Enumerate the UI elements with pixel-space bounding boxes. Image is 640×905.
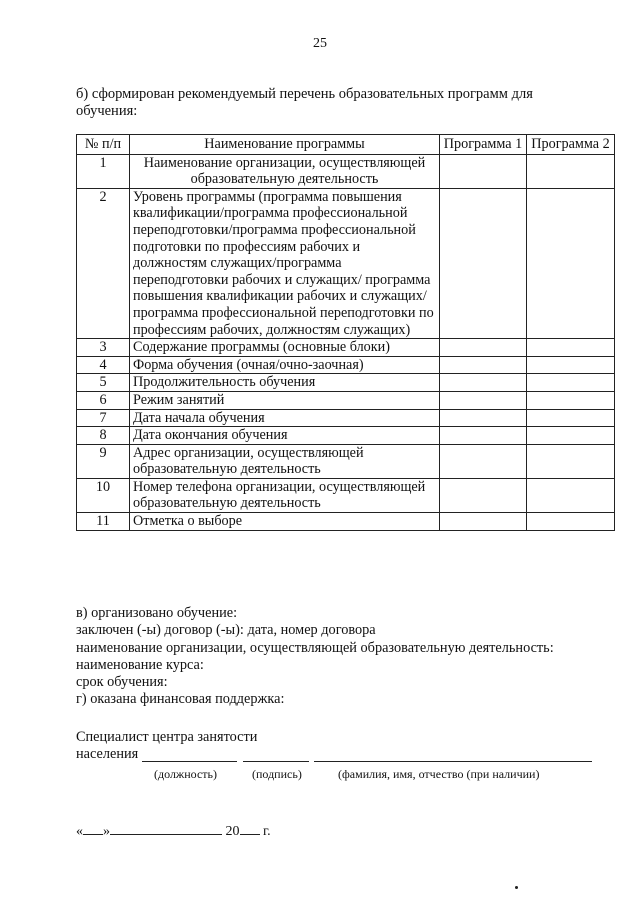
program-2-cell[interactable] <box>527 391 615 409</box>
program-1-cell[interactable] <box>440 391 527 409</box>
row-num: 10 <box>77 478 130 512</box>
program-2-cell[interactable] <box>527 188 615 338</box>
program-2-cell[interactable] <box>527 339 615 357</box>
program-1-cell[interactable] <box>440 427 527 445</box>
programs-table <box>76 134 615 531</box>
page-number: 25 <box>313 36 327 51</box>
signature-title: Специалист центра занятости <box>76 729 258 745</box>
row-num: 11 <box>77 513 130 531</box>
program-1-cell[interactable] <box>440 444 527 478</box>
row-name: Уровень программы (программа повышения квалификации/программа профессиональной переподготовки/программа профессиональной подготовки по профессиям рабочих и должностям служащих/программа переподготовки рабочих и служащих/ программа повышения квалификации рабочих и служащих/программа профессиональной переподготовки по профессиям рабочих, должностям служащих) <box>130 188 440 338</box>
table-row <box>77 409 615 427</box>
row-name: Продолжительность обучения <box>130 374 440 392</box>
table-row <box>77 513 615 531</box>
caption-full-name: (фамилия, имя, отчество (при наличии) <box>338 767 540 781</box>
year-field[interactable] <box>240 822 260 835</box>
program-1-cell[interactable] <box>440 409 527 427</box>
program-1-cell[interactable] <box>440 356 527 374</box>
row-name: Дата начала обучения <box>130 409 440 427</box>
program-2-cell[interactable] <box>527 409 615 427</box>
contract-line: заключен (-ы) договор (-ы): дата, номер договора <box>76 622 376 639</box>
row-num: 1 <box>77 154 130 188</box>
row-name: Наименование организации, осуществляющей образовательную деятельность <box>130 154 440 188</box>
table-row <box>77 339 615 357</box>
table-header-row <box>77 135 615 155</box>
program-2-cell[interactable] <box>527 427 615 445</box>
row-num: 3 <box>77 339 130 357</box>
header-name: Наименование программы <box>130 135 440 155</box>
program-2-cell[interactable] <box>527 513 615 531</box>
row-name: Номер телефона организации, осуществляющей образовательную деятельность <box>130 478 440 512</box>
header-num: № п/п <box>77 135 130 155</box>
row-num: 7 <box>77 409 130 427</box>
caption-signature: (подпись) <box>252 767 302 781</box>
table-row <box>77 391 615 409</box>
table-row <box>77 154 615 188</box>
row-num: 9 <box>77 444 130 478</box>
year-prefix: 20 <box>225 824 240 839</box>
date-close-quote: » <box>103 824 110 839</box>
course-line: наименование курса: <box>76 656 204 673</box>
program-1-cell[interactable] <box>440 154 527 188</box>
signature-block <box>76 729 616 784</box>
org-name-line: наименование организации, осуществляющей образовательную деятельность: <box>76 639 554 656</box>
day-field[interactable] <box>83 822 103 835</box>
table-row <box>77 444 615 478</box>
row-num: 2 <box>77 188 130 338</box>
header-program-1: Программа 1 <box>440 135 527 155</box>
row-num: 5 <box>77 374 130 392</box>
signature-row <box>76 746 616 766</box>
row-name: Содержание программы (основные блоки) <box>130 339 440 357</box>
table-row <box>77 188 615 338</box>
header-program-2: Программа 2 <box>527 135 615 155</box>
table-row <box>77 374 615 392</box>
year-suffix: г. <box>263 824 271 839</box>
program-1-cell[interactable] <box>440 478 527 512</box>
row-num: 6 <box>77 391 130 409</box>
position-line[interactable] <box>142 760 237 762</box>
program-2-cell[interactable] <box>527 444 615 478</box>
row-name: Дата окончания обучения <box>130 427 440 445</box>
row-name: Отметка о выборе <box>130 513 440 531</box>
row-num: 4 <box>77 356 130 374</box>
full-name-line[interactable] <box>314 760 592 762</box>
program-1-cell[interactable] <box>440 513 527 531</box>
row-name: Режим занятий <box>130 391 440 409</box>
program-2-cell[interactable] <box>527 478 615 512</box>
date-open-quote: « <box>76 824 83 839</box>
table-row <box>77 427 615 445</box>
support-line: г) оказана финансовая поддержка: <box>76 691 285 708</box>
row-name: Адрес организации, осуществляющей образовательную деятельность <box>130 444 440 478</box>
signature-line[interactable] <box>243 760 309 762</box>
program-2-cell[interactable] <box>527 154 615 188</box>
date-line <box>76 822 271 840</box>
scan-speck <box>515 886 518 889</box>
month-field[interactable] <box>110 822 222 835</box>
intro-paragraph: б) сформирован рекомендуемый перечень образовательных программ для обучения: <box>76 86 533 119</box>
table-row <box>77 478 615 512</box>
organized-line: в) организовано обучение: <box>76 605 238 621</box>
post-table-section <box>76 605 616 709</box>
program-2-cell[interactable] <box>527 374 615 392</box>
signature-title-cont: населения <box>76 746 139 762</box>
row-num: 8 <box>77 427 130 445</box>
row-name: Форма обучения (очная/очно-заочная) <box>130 356 440 374</box>
program-1-cell[interactable] <box>440 188 527 338</box>
program-1-cell[interactable] <box>440 339 527 357</box>
term-line: срок обучения: <box>76 674 168 691</box>
table-row <box>77 356 615 374</box>
caption-position: (должность) <box>154 767 217 781</box>
program-1-cell[interactable] <box>440 374 527 392</box>
program-2-cell[interactable] <box>527 356 615 374</box>
signature-captions <box>76 766 616 784</box>
